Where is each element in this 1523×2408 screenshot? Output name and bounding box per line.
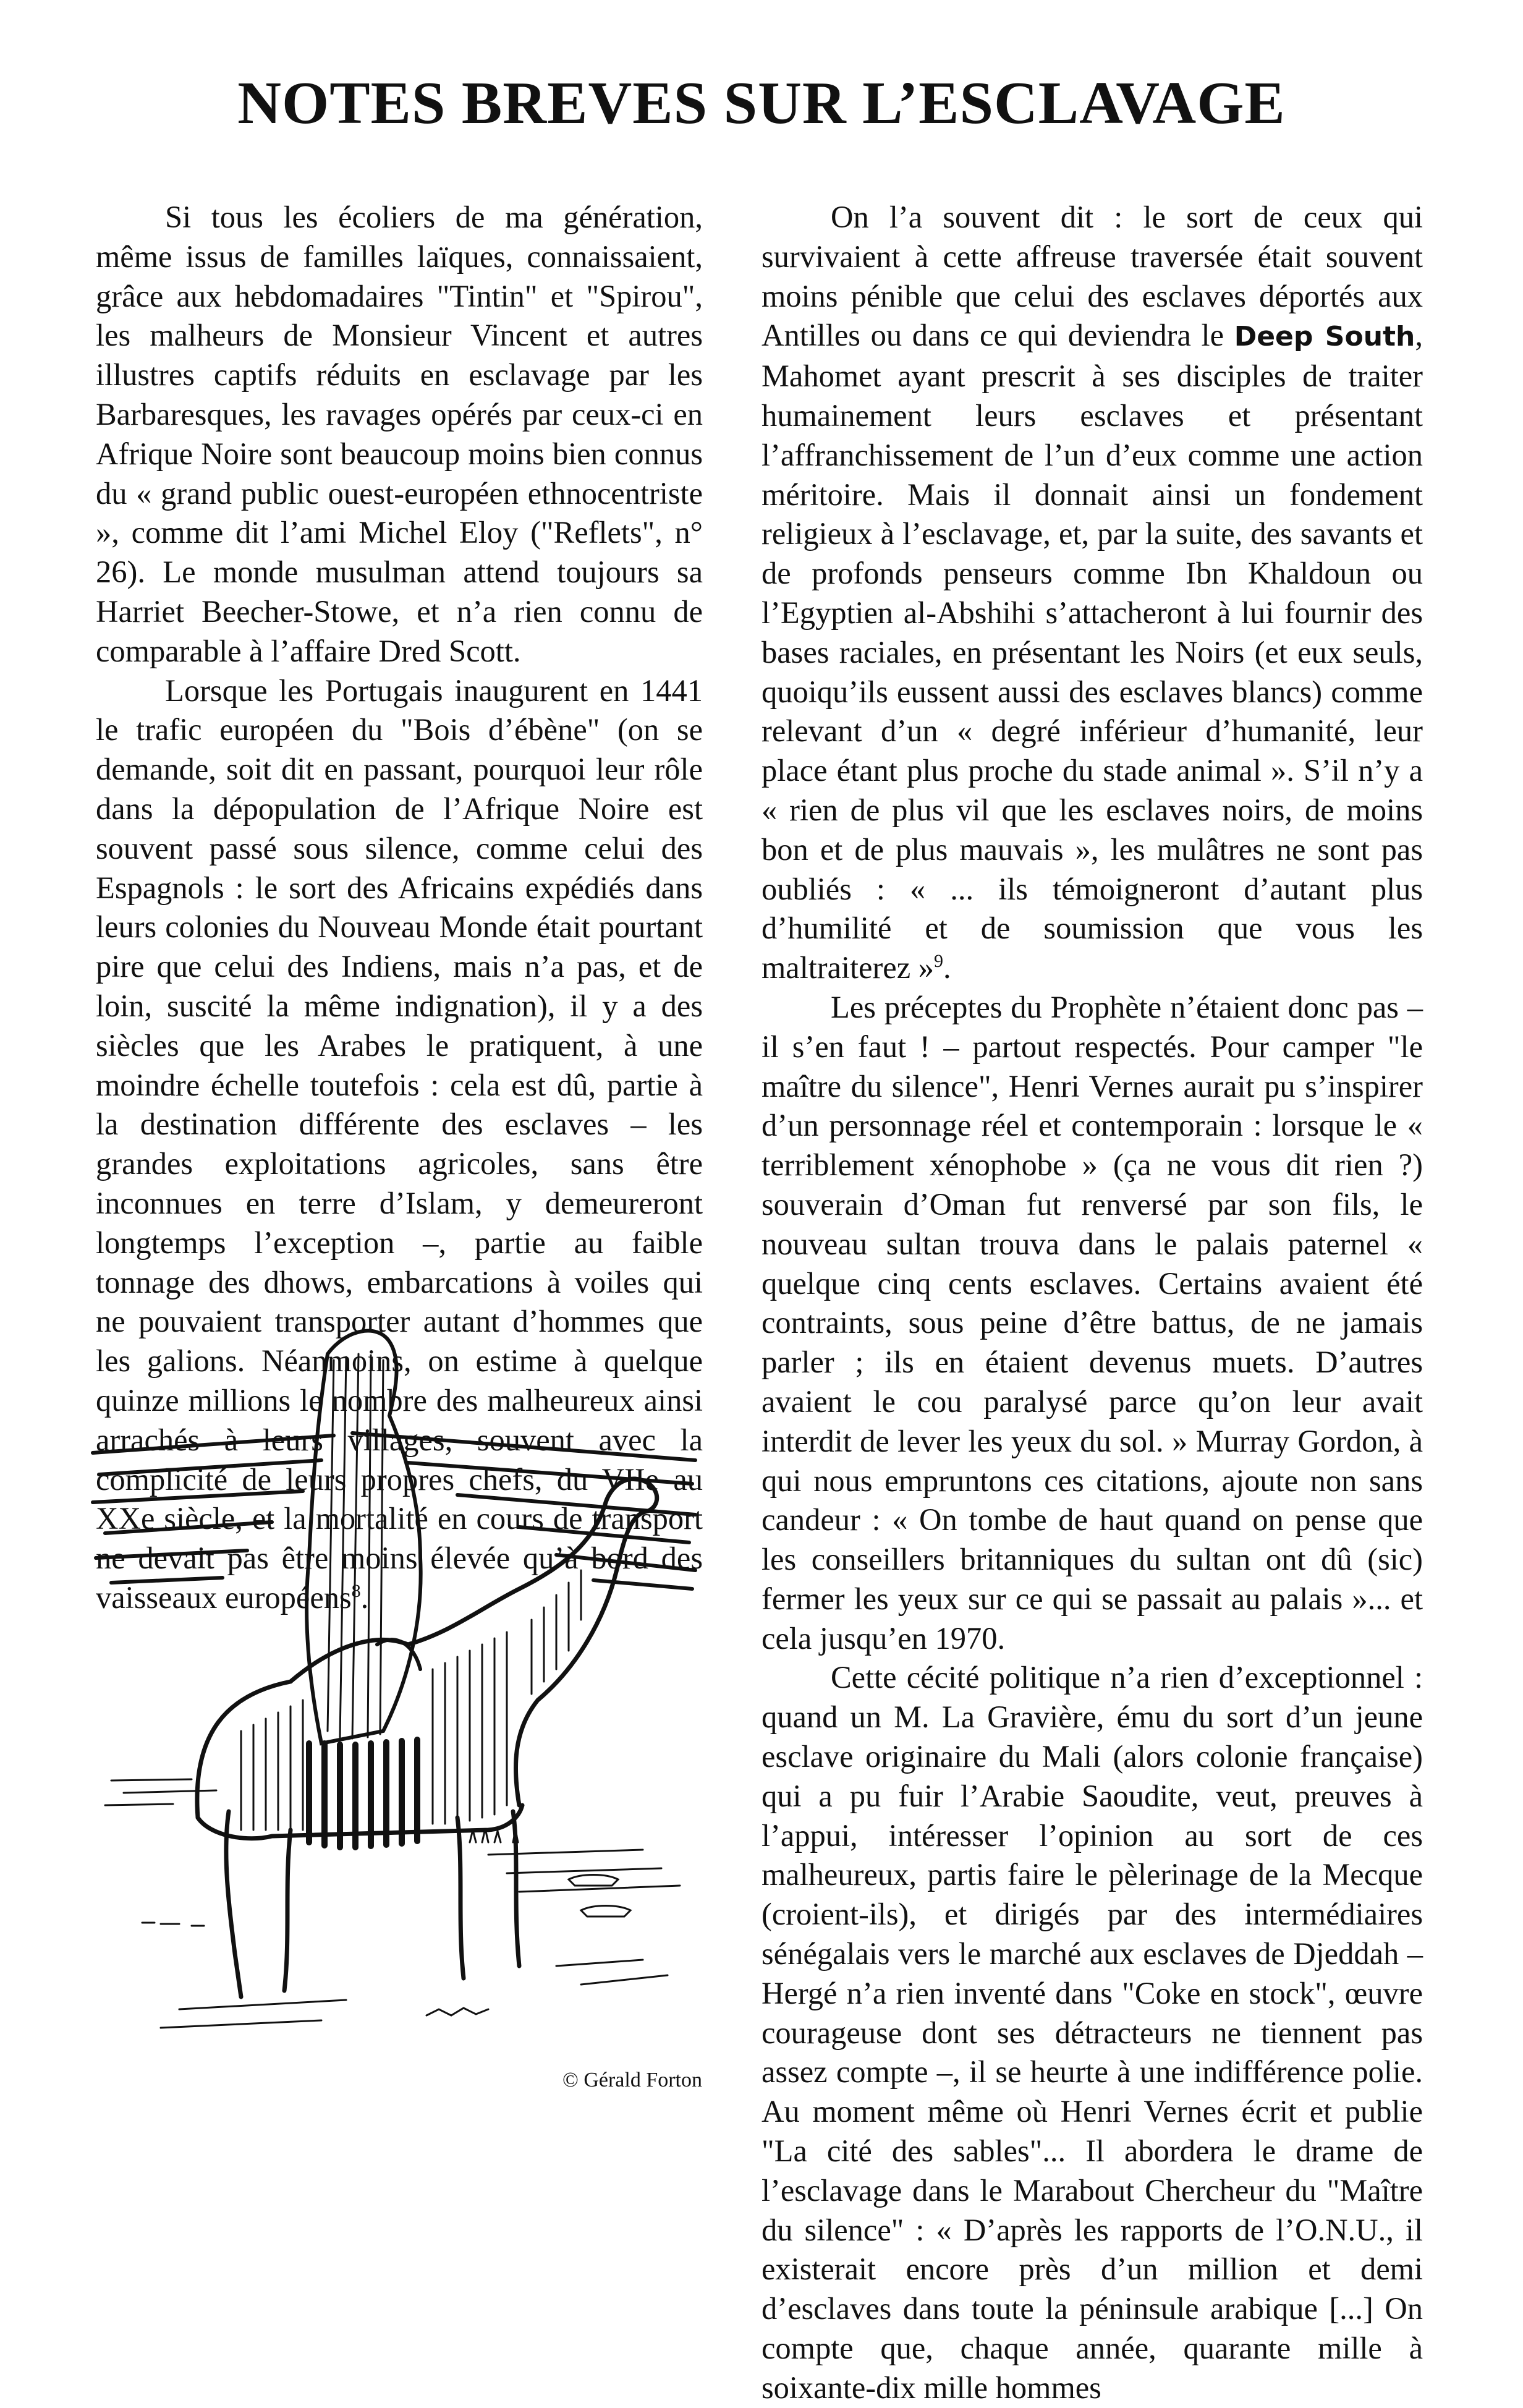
emphasis-text: Deep South	[1234, 321, 1415, 353]
paragraph	[762, 198, 1423, 988]
paragraph	[96, 198, 703, 671]
paragraph-text: Lorsque les Portugais inaugurent en 1441 le trafic européen du "Bois d’ébène" (on se demande, soit dit en passant, pourquoi leur rôle dans la dépopulation de l’Afrique Noire est souvent passé sous silence, comme celui des Espagnols : le sort des Africains expédiés dans leurs colonies du Nouveau Monde était pourtant pire que celui des Indiens, mais n’a pas, et de loin, suscité la même indignation), il y a des siècles que les Arabes le pratiquent, à une moindre échelle toutefois : cela est dû, partie à la destination différente des esclaves – les grandes exploitations agricoles, sans être inconnues en terre d’Islam, y demeureront longtemps l’exception –, partie au faible tonnage des dhows, embarcations à voiles qui ne pouvaient transporter autant d’hommes que les galions. Néanmoins, on estime à quelque quinze millions le nombre des malheureux ainsi arrachés à leurs villages, souvent avec la complicité de leurs propres chefs, du VIIe au XXe siècle, et la mortalité en cours de transport ne devait pas être moins élevée qu’à bord des vaisseaux européens	[96, 673, 703, 1615]
paragraph	[762, 988, 1423, 1659]
paragraph	[762, 1658, 1423, 2407]
paragraph-end: .	[943, 950, 951, 985]
footnote-marker: 9	[933, 951, 943, 972]
saddle-blanket	[309, 1740, 417, 1847]
paragraph-text: Si tous les écoliers de ma génération, même issus de familles laïques, connaissaient, grâce aux hebdomadaires "Tintin" et "Spirou", les malheurs de Monsieur Vincent et autres illustres captifs réduits en esclavage par les Barbaresques, les ravages opérés par ceux-ci en Afrique Noire sont beaucoup moins bien connus du « grand public ouest-européen ethnocentriste », comme dit l’ami Michel Eloy ("Reflets", n° 26). Le monde musulman attend toujours sa Harriet Beecher-Stowe, et n’a rien connu de comparable à l’affaire Dred Scott.	[96, 200, 703, 668]
footnote-marker: 8	[351, 1581, 361, 1602]
paragraph-text: On l’a souvent dit : le sort de ceux qui survivaient à cette affreuse traversée était souvent moins pénible que celui des esclaves déportés aux Antilles ou dans ce qui deviendra le	[762, 200, 1423, 353]
paragraph-text: Les préceptes du Prophète n’étaient donc pas – il s’en faut ! – partout respectés. Pour camper "le maître du silence", Henri Vernes aurait pu s’inspirer d’un personnage réel et contemporain : lorsque le « terriblement xénophobe » (ça ne vous dit rien ?) souverain d’Oman fut renversé par son fils, le nouveau sultan trouva dans le palais paternel « quelque cinq cents esclaves. Certains avaient été contraints, sous peine d’être battus, de ne jamais parler ; ils en étaient devenus muets. D’autres avaient le cou paralysé parce qu’on leur avait interdit de lever les yeux du sol. » Murray Gordon, à qui nous empruntons ces citations, ajoute non sans candeur : « On tombe de haut quand on pense que les conseillers britanniques du sultan ont dû (sic) fermer les yeux sur ce qui se passait au palais »... et cela jusqu’en 1970.	[762, 989, 1423, 1656]
paragraph-text: Cette cécité politique n’a rien d’exceptionnel : quand un M. La Gravière, ému du sort d’un jeune esclave originaire du Mali (alors colonie française) qui a pu fuir l’Arabie Saoudite, veut, preuves à l’appui, intéresser l’opinion au sort de ces malheureux, partis faire le pèlerinage de la Mecque (croient-ils), et dirigés par des intermédiaires sénégalais vers le marché aux esclaves de Djeddah – Hergé n’a rien inventé dans "Coke en stock", œuvre courageuse dont ses détracteurs ne tiennent pas assez compte –, il se heurte à une indifférence polie. Au moment même où Henri Vernes écrit et publie "La cité des sables"... Il abordera le drame de l’esclavage dans le Marabout Chercheur du "Maître du silence" : « D’après les rapports de l’O.N.U., il existerait encore près d’un million et demi d’esclaves dans toute la péninsule arabique [...] On compte que, chaque année, quarante mille à soixante-dix mille hommes	[762, 1660, 1423, 2405]
ground-hatching	[105, 1779, 680, 2028]
camel-hatching	[241, 1570, 581, 1830]
page-title: NOTES BREVES SUR L’ESCLAVAGE	[237, 70, 1286, 137]
paragraph-end: .	[360, 1580, 369, 1615]
background-details	[142, 1829, 630, 2015]
camel-rider-drawing	[87, 1298, 702, 2046]
camel-rider-illustration	[87, 1298, 702, 2046]
right-column	[762, 198, 1423, 2408]
illustration-credit: © Gérald Forton	[562, 2069, 702, 2091]
robed-rider	[307, 1331, 421, 1743]
paragraph-text: , Mahomet ayant prescrit à ses disciples de traiter humainement leurs esclaves et présentant l’affranchissement de l’un d’eux comme une action méritoire. Mais il donnait ainsi un fondement religieux à l’esclavage, et, par la suite, des savants et de profonds penseurs comme Ibn Khaldoun ou l’Egyptien al-Abshihi s’attacheront à lui fournir des bases raciales, en présentant les Noirs (et eux seuls, quoiqu’ils eussent aussi des esclaves blancs) comme relevant d’un « degré inférieur d’humanité, leur place étant plus proche du stade animal ». S’il n’y a « rien de plus vil que les esclaves noirs, de moins bon et de plus mauvais », les mulâtres ne sont pas oubliés : « ... ils témoigneront d’autant plus d’humilité et de soumission que vous les maltraiterez »	[762, 318, 1423, 985]
